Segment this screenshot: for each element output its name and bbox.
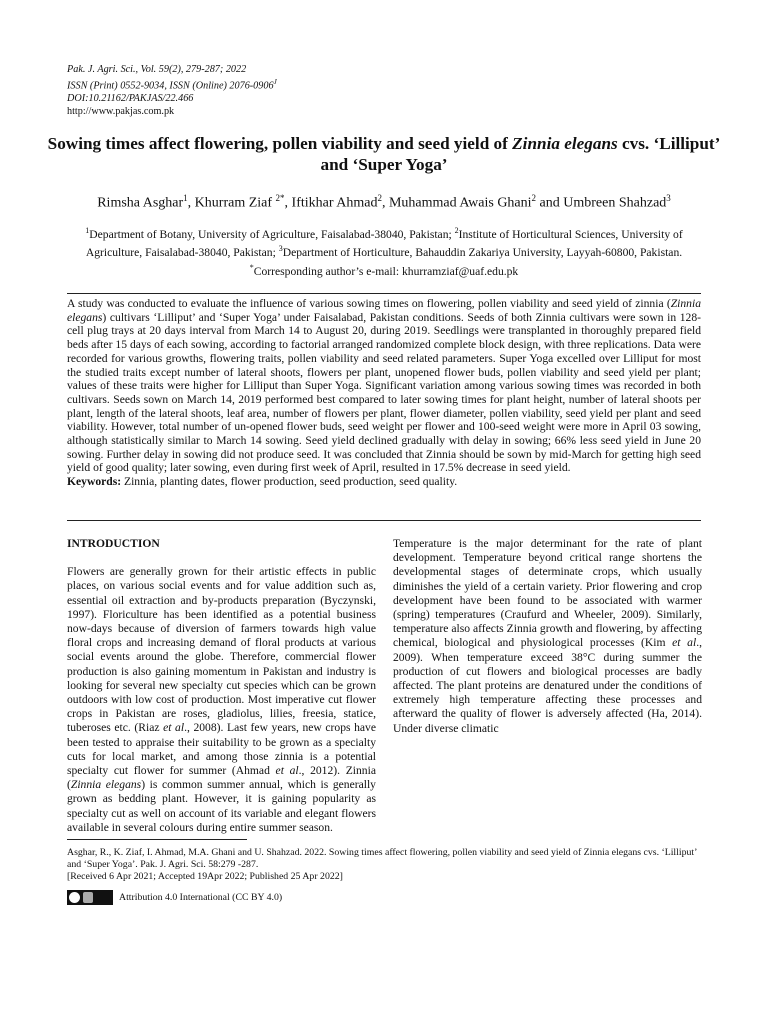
author-list	[40, 189, 728, 213]
body-column-right	[393, 537, 702, 736]
author-4: , Muhammad Awais Ghani	[381, 195, 532, 211]
abstract-species: Zinnia elegans	[67, 297, 701, 324]
intro-p1-species: Zinnia elegans	[70, 778, 142, 792]
title-text-start: Sowing times affect flowering, pollen viability and seed yield of	[47, 134, 513, 153]
citation-text: Asghar, R., K. Ziaf, I. Ahmad, M.A. Ghani and U. Shahzad. 2022. Sowing times affect flowering, pollen viability and seed yield of Zinnia elegans cvs. ‘Lilliput’ and ‘Super Yoga’. Pak. J. Agri. Sci. 58:279 -287.	[67, 847, 697, 870]
author-5: and Umbreen Shahzad	[536, 195, 667, 211]
author-3: , Iftikhar Ahmad	[284, 195, 378, 211]
footnote-rule	[67, 839, 247, 840]
corresponding-marker: *	[249, 262, 254, 272]
affil-2-marker: 2	[454, 226, 459, 235]
affil-2: Institute of Horticultural Sciences, University of Agriculture, Faisalabad-38040, Pakistan;	[85, 227, 683, 260]
affil-3-marker: 3	[278, 244, 283, 254]
issn-line	[67, 76, 277, 93]
affiliations	[60, 224, 708, 279]
license-text: Attribution 4.0 International (CC BY 4.0)	[119, 892, 283, 903]
citation-footnote	[67, 847, 701, 883]
paper-title	[40, 133, 728, 175]
corresponding-email: Corresponding author’s e-mail: khurramziaf@uaf.edu.pk	[253, 264, 519, 278]
by-person-icon	[83, 892, 93, 903]
intro-paragraph-2	[393, 537, 702, 736]
intro-p1-text-b: ., 2008). Last few years, new crops have been tested to appraise their suitability to be grown as a specialty cuts for local market, and among those zinnia is a potential specialty cut flower for summer (Ahmad	[67, 721, 376, 778]
intro-paragraph-1	[67, 565, 376, 835]
affil-1: Department of Botany, University of Agriculture, Faisalabad-38040, Pakistan;	[89, 227, 455, 241]
abstract-bottom-rule	[67, 520, 701, 521]
issn-superscript: J	[273, 78, 277, 87]
journal-citation-line: Pak. J. Agri. Sci., Vol. 59(2), 279-287; 2022	[67, 64, 247, 75]
intro-p1-text-a: Flowers are generally grown for their artistic effects in public places, on various social events and for value addition such as, essential oil extraction and by-products preparation (Byczynski, 1997). Floriculture has been identified as a potential business now-days because of diversion of farmers towards high value floral crops and increasing demand of floral products at various social events around the globe. Therefore, commercial flower production is also gaining momentum in Pakistan and industry is looking for several new specialty cut species which can be grown outdoors with low cost of production. Most imperative cut flower crops in Pakistan are roses, gladiolus, lilies, freesia, statice, tuberoses etc. (Riaz	[67, 565, 376, 735]
journal-url-link[interactable]: http://www.pakjas.com.pk	[67, 105, 175, 117]
author-4-affil: 2	[531, 193, 537, 203]
intro-p1-text-c: ., 2012). Zinnia (	[67, 764, 376, 792]
author-3-affil: 2	[377, 193, 382, 203]
received-dates: [Received 6 Apr 2021; Accepted 19Apr 2022; Published 25 Apr 2022]	[67, 871, 343, 882]
author-1-affil: 1	[183, 193, 188, 203]
abstract-text-body: ) cultivars ‘Lilliput’ and ‘Super Yoga’ under Faisalabad, Pakistan conditions. Seeds of both Zinnia cultivars were sown in 128-cell plug trays at 20 days interval from March 14 to August 20, during 2019. Seedlings were transplanted in thoroughly prepared field beds after 15 days of each sowing, according to factorial arranged randomized complete block design, with three replications. Data were recorded for various growths, flowering traits, pollen viability and seed related parameters. Super Yoga excelled over Lilliput for most the studied traits except number of lateral shoots, flowers per plant, unopened flower buds, pollen viability and seed yield per plant; values of these traits were higher for Lilliput than Super Yoga. Significant variation among various sowing times was recorded in both cultivars. Seeds sown on March 14, 2019 performed best compared to later sowing times for plant height, number of lateral shoots per plant, length of the lateral shoots, leaf area, number of flowers per plant, flower diameter, pollen viability, seed yield per plant and seed viability. However, total number of un-opened flower buds, seed weight per flower and 100-seed weight were more in April 03 sowing, although statistically similar to March 14 sowing. Seed yield declined gradually with delay in sowing; 66% less seed yield in June 20 sowing. Further delay in sowing did not produce seed. It was concluded that Zinnia should be sown by mid-March for getting high seed yield of good quality; later sowing, even during first week of April, resulted in 17.5% decrease in seed yield.	[67, 310, 701, 475]
intro-p1-text-d: ) is common summer annual, which is generally grown as bedding plant. However, it is gaining popularity as specialty cut as well on account of its variable and elegant flowers available in several colours during entire summer season.	[67, 778, 376, 834]
license-block	[67, 890, 282, 905]
author-2-affil: 2*	[275, 193, 285, 203]
abstract-top-rule	[67, 293, 701, 294]
author-2: , Khurram Ziaf	[187, 195, 276, 211]
abstract	[67, 297, 701, 489]
keywords-label: Keywords:	[67, 475, 122, 489]
keywords-line	[67, 475, 701, 489]
section-heading-introduction: INTRODUCTION	[67, 537, 160, 550]
affiliation-lines	[60, 224, 708, 261]
intro-p2-text-b: ., 2009). When temperature exceed 38°C during summer the production of cut flowers and biological processes are badly affected. The plant proteins are denatured under the conditions of extremely high temperature affecting these processes and afterward the quality of flower is adversely affected (Ha, 2014). Under diverse climatic	[393, 636, 702, 735]
author-5-affil: 3	[666, 193, 671, 203]
issn-text: ISSN (Print) 0552-9034, ISSN (Online) 2076-0906	[67, 80, 274, 92]
title-text-end: cvs. ‘Lilliput’ and ‘Super Yoga’	[320, 134, 721, 174]
cc-by-license-icon[interactable]	[67, 890, 113, 905]
author-1: Rimsha Asghar	[97, 195, 184, 211]
journal-header	[67, 64, 277, 118]
intro-p1-etal-2: et al	[275, 764, 299, 778]
cc-logo-icon	[69, 892, 80, 903]
corresponding-author	[60, 261, 708, 279]
body-column-left	[67, 537, 376, 835]
intro-p2-etal: et al	[672, 636, 697, 650]
keywords-text: Zinnia, planting dates, flower production, seed production, seed quality.	[121, 475, 458, 489]
doi-line: DOI:10.21162/PAKJAS/22.466	[67, 93, 194, 105]
affil-1-marker: 1	[85, 226, 90, 235]
abstract-text-start: A study was conducted to evaluate the influence of various sowing times on flowering, pollen viability and seed yield of zinnia (	[67, 297, 671, 310]
affil-3: Department of Horticulture, Bahauddin Zakariya University, Layyah-60800, Pakistan.	[282, 246, 683, 260]
title-species: Zinnia elegans	[512, 134, 618, 153]
intro-p1-etal-1: et al	[163, 721, 185, 735]
intro-p2-text-a: Temperature is the major determinant for the rate of plant development. Temperature beyond critical range shortens the developmental stages of determinate crops, which usually diminishes the yield of a certain variety. Prior flowering and crop development have been found to be associated with warmer (spring) temperatures (Craufurd and Wheeler, 2009). Similarly, temperature also affects Zinnia growth and flowering, by affecting chemical, biological and physiological processes (Kim	[393, 537, 702, 650]
